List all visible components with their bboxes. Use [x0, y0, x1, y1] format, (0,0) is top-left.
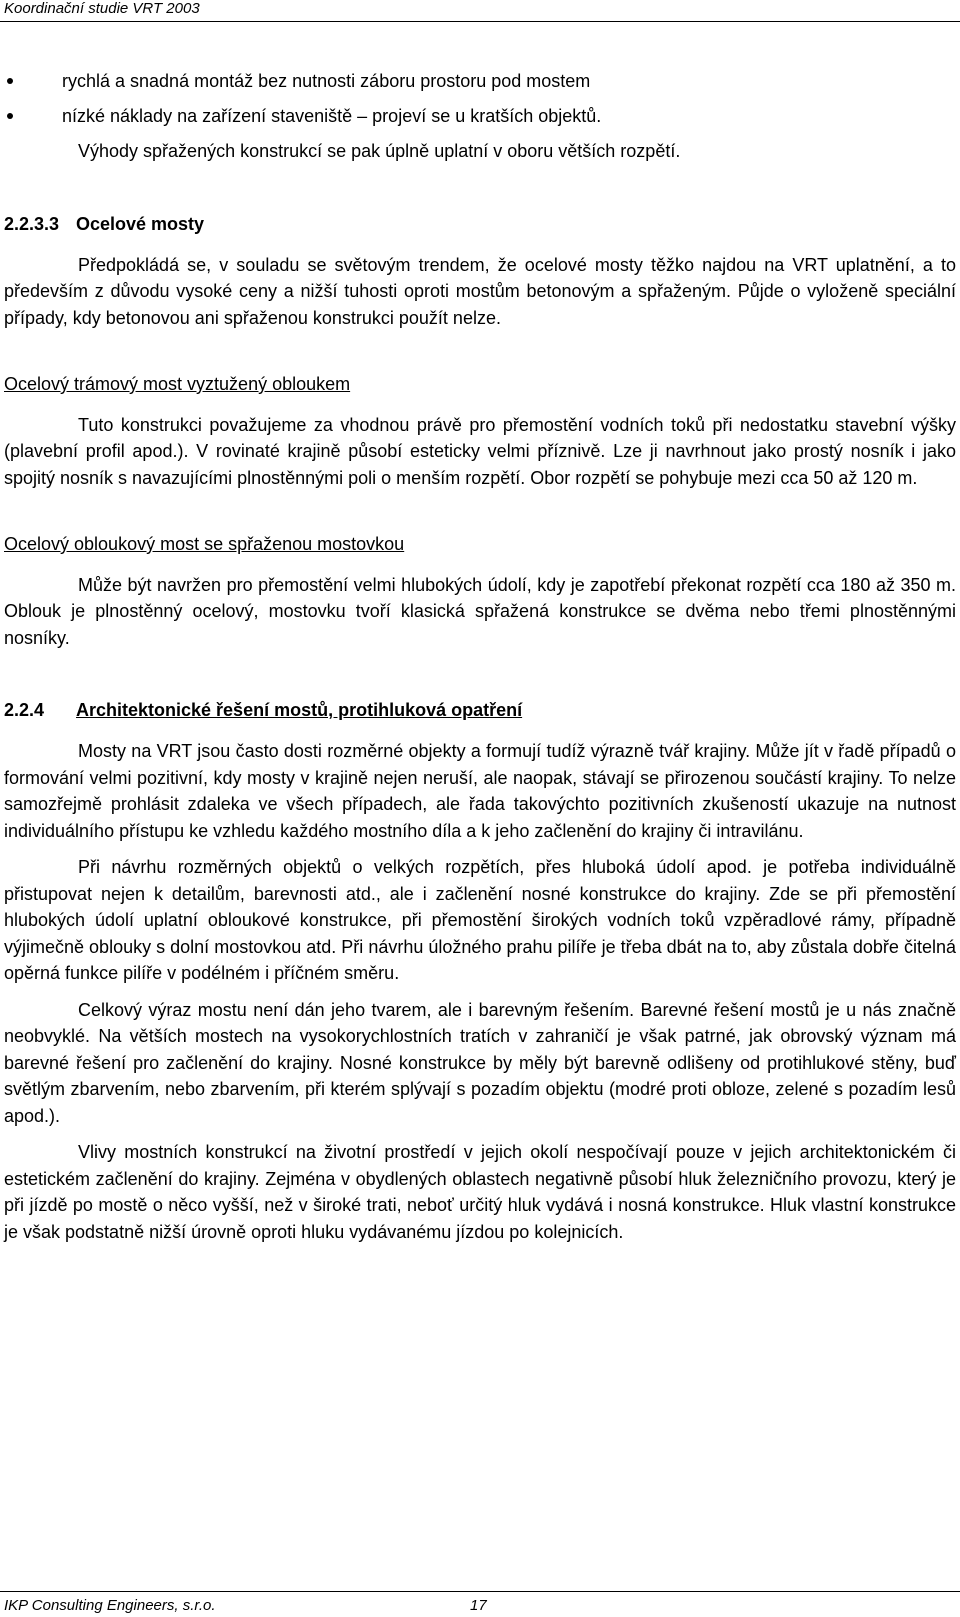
section-title: Ocelové mosty [76, 213, 205, 234]
section-number: 2.2.4 [4, 700, 45, 720]
bullet-list [4, 68, 956, 138]
footer-company: IKP Consulting Engineers, s.r.o. [4, 1597, 216, 1614]
section-number: 2.2.3.3 [4, 213, 60, 234]
section-heading-2-2-3-3 [4, 211, 956, 238]
bullet-text: rychlá a snadná montáž bez nutnosti záboru prostoru pod mostem [62, 71, 591, 91]
subheading-arch-bridge: Ocelový obloukový most se spřaženou mostovkou [4, 534, 405, 554]
after-bullets-text: Výhody spřažených konstrukcí se pak úplně uplatní v oboru větších rozpětí. [78, 141, 681, 161]
footer-rule [0, 1591, 960, 1592]
paragraph: Může být navržen pro přemostění velmi hlubokých údolí, kdy je zapotřebí překonat rozpětí cca 180 až 350 m. Oblouk je plnostěnný ocelový, mostovku tvoří klasická spřažená konstrukce se dvěma nebo třemi plnostěnnými nosníky. [4, 574, 956, 648]
section-title: Architektonické řešení mostů, protihluková opatření [76, 700, 523, 720]
paragraph: Tuto konstrukci považujeme za vhodnou právě pro přemostění vodních toků při nedostatku stavební výšky (plavební profil apod.). V rovinaté krajině působí esteticky velmi příznivě. Lze ji navrhnout jako prostý nosník i jako spojitý nosník s navazujícími plnostěnnými poli o menším rozpětí. Obor rozpětí se pohybuje mezi cca 50 až 120 m. [4, 414, 956, 488]
paragraph: Celkový výraz mostu není dán jeho tvarem, ale i barevným řešením. Barevné řešení mostů je u nás značně neobvyklé. Na větších mostech na vysokorychlostních tratích v zahraničí je však patrné, jak obrovský význam má barevné řešení pro začlenění do krajiny. Nosné konstrukce by měly být barevně odlišeny od protihlukové stěny, buď světlým zbarvením, nebo zbarvením, při kterém splývají s pozadím objektu (modré proti obloze, zelené s pozadím lesů apod.). [4, 999, 956, 1126]
page-footer [0, 1591, 960, 1617]
list-item [4, 68, 956, 103]
paragraph: Mosty na VRT jsou často dosti rozměrné objekty a formují tudíž výrazně tvář krajiny. Může jít v řadě případů o formování velmi pozitivní, kdy mosty v krajině nejen neruší, ale naopak, stávají se přirozenou součástí krajiny. To nelze samozřejmě prohlásit zdaleka ve všech případech, ale řada takovýchto pozitivních zkušeností ukazuje na nutnost individuálního přístupu ke vzhledu každého mostního díla a k jeho začlenění do krajiny či intravilánu. [4, 741, 956, 841]
page-header [0, 0, 960, 22]
bullet-icon [7, 113, 13, 119]
bullet-text: nízké náklady na zařízení staveniště – projeví se u kratších objektů. [62, 106, 602, 126]
bullet-icon [7, 78, 13, 84]
paragraph: Vlivy mostních konstrukcí na životní prostředí v jejich okolí nespočívají pouze v jejich architektonickém či estetickém začlenění do krajiny. Zejména v obydlených oblastech negativně působí hluk železničního provozu, který je při jízdě po mostě o něco vyšší, než v široké trati, neboť určitý hluk vydává i nosná konstrukce. Hluk vlastní konstrukce je však podstatně nižší úrovně oproti hluku vydávanému jízdou po kolejnicích. [4, 1142, 956, 1242]
document-body [4, 60, 956, 1245]
header-title: Koordinační studie VRT 2003 [4, 0, 200, 17]
section-heading-2-2-4 [4, 697, 956, 724]
list-item [4, 103, 956, 138]
subheading-beam-bridge: Ocelový trámový most vyztužený obloukem [4, 374, 351, 394]
header-rule [0, 21, 960, 22]
paragraph: Předpokládá se, v souladu se světovým trendem, že ocelové mosty těžko najdou na VRT uplatnění, a to především z důvodu vysoké ceny a nižší tuhosti oproti mostům betonovým a spřaženým. Půjde o vyloženě speciální případy, kdy betonovou ani spřaženou konstrukci použít nelze. [4, 254, 956, 328]
page-number: 17 [470, 1597, 487, 1614]
paragraph: Při návrhu rozměrných objektů o velkých rozpětích, přes hluboká údolí apod. je potřeba individuálně přistupovat nejen k detailům, barevnosti atd., ale i začlenění nosné konstrukce do krajiny. Zde se při přemostění hlubokých údolí uplatní obloukové konstrukce, při přemostění širokých vodních toků vzpěradlové rámy, případně výjimečně oblouky s dolní mostovkou atd. Při návrhu úložného prahu pilíře je třeba dbát na to, aby zůstala dobře čitelná opěrná funkce pilíře v podélném i příčném směru. [4, 857, 956, 983]
